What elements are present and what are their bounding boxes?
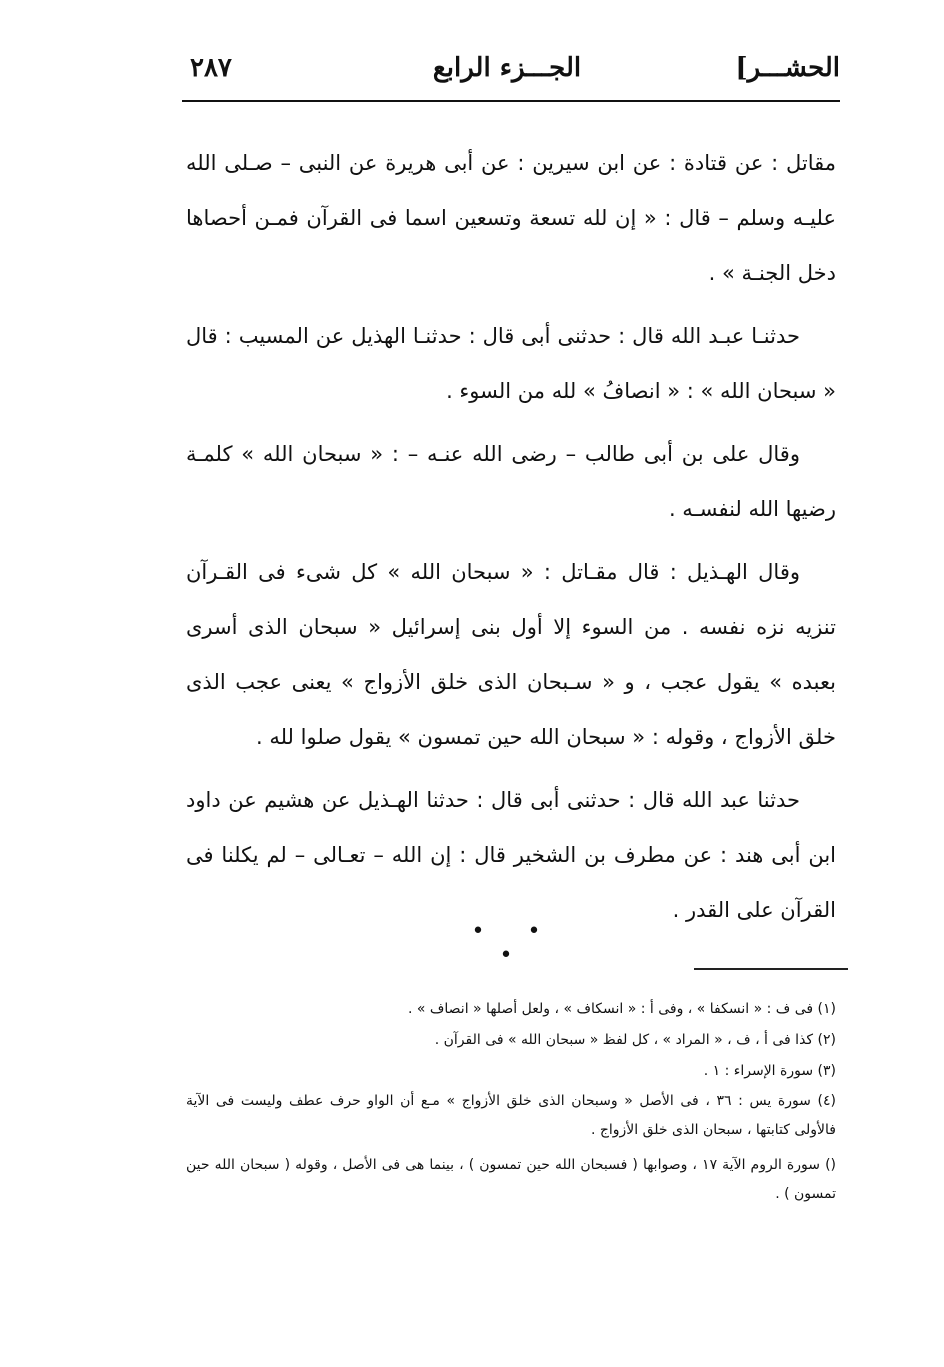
main-text [186,136,836,938]
footnote-4: (٤) سورة يس : ٣٦ ، فى الأصل « وسبحان الذى خلق الأزواج » مـع أن الواو حرف عطف وليست فى الآية فالأولى كتابتها ، سبحان الذى خلق الأزواج . [186,1093,836,1138]
running-header [182,48,840,94]
paragraph-1: مقاتل : عن قتادة : عن ابن سيرين : عن أبى هريرة عن النبى – صـلى الله عليـه وسلم – قال : « إن لله تسعة وتسعين اسما فى القرآن فمـن أحصاها دخل الجنـة » . [186,151,836,285]
paragraph-5: حدثنا عبد الله قال : حدثنى أبى قال : حدثنا الهـذيل عن هشيم عن داود ابن أبى هند : عن مطرف بن الشخير قال : إن الله – تعـالى – لم يكلنا فى القرآن على القدر . [186,788,836,922]
paragraph-2: حدثنـا عبـد الله قال : حدثنى أبى قال : حدثنـا الهذيل عن المسيب : قال « سبحان الله » : « انصافُ » لله من السوء . [186,324,836,403]
paragraph-4: وقال الهـذيل : قال مقـاتل : « سبحان الله » كل شىء فى القـرآن تنزيه نزه نفسه . من السوء إلا أول بنى إسرائيل « سبحان الذى أسرى بعبده » يقول عجب ، و « سـبحان الذى خلق الأزواج » يعنى عجب الذى خلق الأزواج ، وقوله : « سبحان الله حين تمسون » يقول صلوا لله . [186,560,836,749]
page-number: ٢٨٧ [190,53,232,83]
footnote-1: (١) فى ف : « انسكفا » ، وفى أ : « انسكاف » ، ولعل أصلها « انصاف » . [407,1001,836,1017]
section-separator: • • • [471,919,559,968]
footnotes [186,994,836,1209]
footnote-2: (٢) كذا فى أ ، ف ، « المراد » ، كل لفظ « سبحان الله » فى القرآن . [434,1032,836,1048]
section-name: الحشـــر] [735,53,840,83]
footnote-rule [694,968,848,970]
running-title: الجـــزء الرابع [432,53,582,83]
footnote-3: (٣) سورة الإسراء : ١ . [703,1063,836,1079]
footnote-5: () سورة الروم الآية ١٧ ، وصوابها ( فسبحان الله حين تمسون ) ، بينما هى فى الأصل ، وقوله ( سبحان الله حين تمسون ) . [186,1157,836,1202]
header-rule [182,100,840,102]
paragraph-3: وقال على بن أبى طالب – رضى الله عنـه – : « سبحان الله » كلمـة رضيها الله لنفسـه . [186,442,836,521]
